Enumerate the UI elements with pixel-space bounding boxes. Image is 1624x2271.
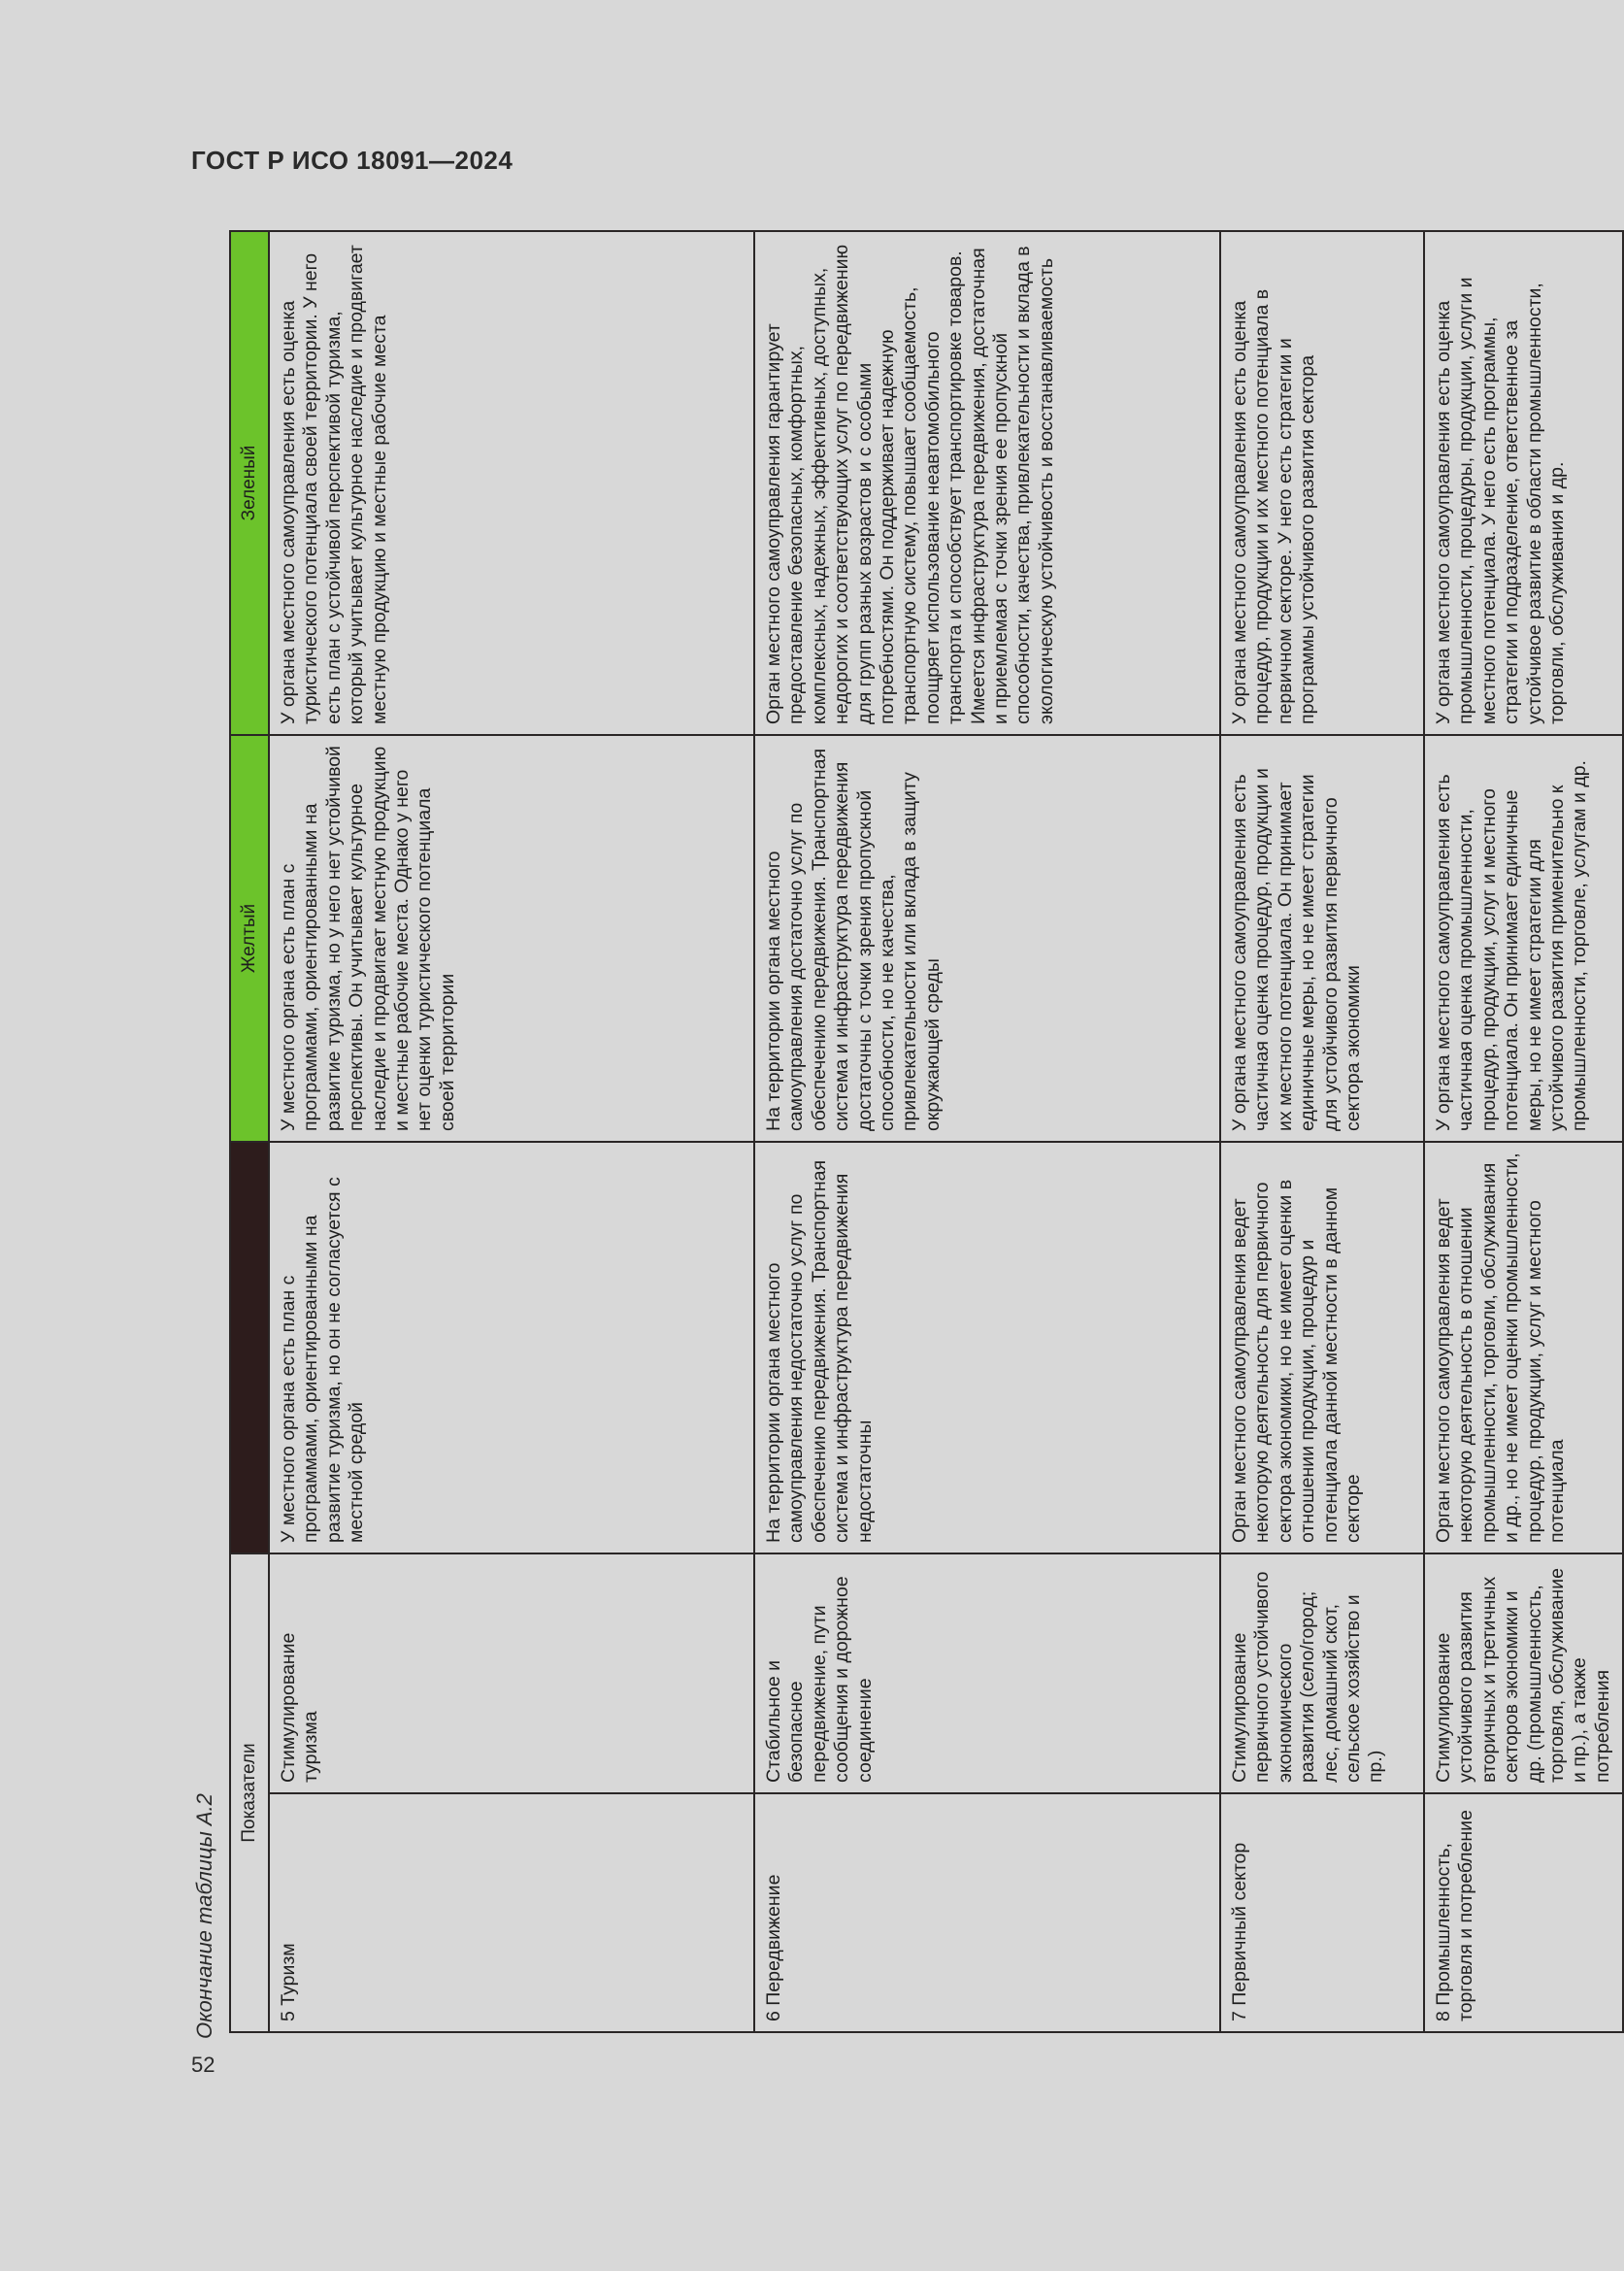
row-indicator: Стабильное и безопасное передвижение, пути сообщения и дорожное соединение: [754, 1553, 1220, 1793]
row-category: 8 Промышленность, торговля и потребление: [1424, 1793, 1623, 2032]
row-category: 6 Передвижение: [754, 1793, 1220, 2032]
row-red-cell: Орган местного самоуправления ведет некоторую деятельность в отношении промышленности, торговли, обслуживания и др., но не имеет оценки промышленности, процедур, продукции, услуг и местного потенциала: [1424, 1142, 1623, 1553]
row-red-cell: Орган местного самоуправления ведет некоторую деятельность для первичного сектора экономики, но не имеет оценки в отношении продукции, процедур и потенциала данной местности в данном секторе: [1220, 1142, 1424, 1553]
row-red-cell: На территории органа местного самоуправления недостаточно услуг по обеспечению передвижения. Транспортная система и инфраструктура передвижения недостаточны: [754, 1142, 1220, 1553]
row-yellow-cell: У местного органа есть план с программами, ориентированными на развитие туризма, но у него нет устойчивой перспективы. Он учитывает культурное наследие и продвигает местную продукцию и местные рабочие места. Однако у него нет оценки туристического потенциала своей территории: [269, 735, 754, 1142]
table-caption: Окончание таблицы А.2: [192, 1793, 216, 2039]
row-green-cell: У органа местного самоуправления есть оценка промышленности, процедуры, продукции, услуги и местного потенциала. У него есть программы, стратегии и подразделение, ответственное за устойчивое развитие в области промышленности, торговли, обслуживания и др.: [1424, 231, 1623, 735]
table-row: [754, 231, 1220, 2032]
header-green: Зеленый: [230, 231, 269, 735]
row-indicator: Стимулирование устойчивого развития вторичных и третичных секторов экономики и др. (промышленность, торговля, обслуживание и пр.), а также потребления: [1424, 1553, 1623, 1793]
row-category: 7 Первичный сектор: [1220, 1793, 1424, 2032]
table-row: [1424, 231, 1623, 2032]
header-red: [230, 1142, 269, 1553]
page-number: 52: [191, 2053, 215, 2077]
row-yellow-cell: На территории органа местного самоуправления достаточно услуг по обеспечению передвижения. Транспортная система и инфраструктура передвижения достаточны с точки зрения пропускной способности, но не качества, привлекательности или вклада в защиту окружающей среды: [754, 735, 1220, 1142]
row-yellow-cell: У органа местного самоуправления есть частичная оценка промышленности, процедур, продукции, услуг и местного потенциала. Он принимает единичные меры, но не имеет стратегии для устойчивого развития применительно к промышленности, торговле, услугам и др.: [1424, 735, 1623, 1142]
table-row: [1220, 231, 1424, 2032]
table-row: [269, 231, 754, 2032]
row-red-cell: У местного органа есть план с программами, ориентированными на развитие туризма, но он не согласуется с местной средой: [269, 1142, 754, 1553]
header-indicators: Показатели: [230, 1553, 269, 2032]
row-indicator: Стимулирование туризма: [269, 1553, 754, 1793]
table-header-row: [230, 231, 269, 2032]
row-category: 5 Туризм: [269, 1793, 754, 2032]
header-yellow: Желтый: [230, 735, 269, 1142]
assessment-table: [229, 230, 1624, 2033]
row-green-cell: Орган местного самоуправления гарантирует предоставление безопасных, комфортных, комплексных, надежных, эффективных, доступных, недорогих и соответствующих услуг по передвижению для групп разных возрастов и с особыми потребностями. Он поддерживает надежную транспортную систему, повышает сообщаемость, поощряет использование неавтомобильного транспорта и способствует транспортировке товаров. Имеется инфраструктура передвижения, достаточная и приемлемая с точки зрения ее пропускной способности, качества, привлекательности и вклада в экологическую устойчивость и восстанавливаемость: [754, 231, 1220, 735]
row-indicator: Стимулирование первичного устойчивого экономического развития (село/город; лес, домашний скот, сельское хозяйство и пр.): [1220, 1553, 1424, 1793]
row-green-cell: У органа местного самоуправления есть оценка процедур, продукции и их местного потенциала в первичном секторе. У него есть стратегии и программы устойчивого развития сектора: [1220, 231, 1424, 735]
row-yellow-cell: У органа местного самоуправления есть частичная оценка процедур, продукции и их местного потенциала. Он принимает единичные меры, но не имеет стратегии для устойчивого развития первичного сектора экономики: [1220, 735, 1424, 1142]
document-header: ГОСТ Р ИСО 18091—2024: [191, 146, 514, 175]
table-rotated-container: [229, 232, 1613, 2033]
row-green-cell: У органа местного самоуправления есть оценка туристического потенциала своей территории. У него есть план с устойчивой перспективой туризма, который учитывает культурное наследие и продвигает местную продукцию и местные рабочие места: [269, 231, 754, 735]
